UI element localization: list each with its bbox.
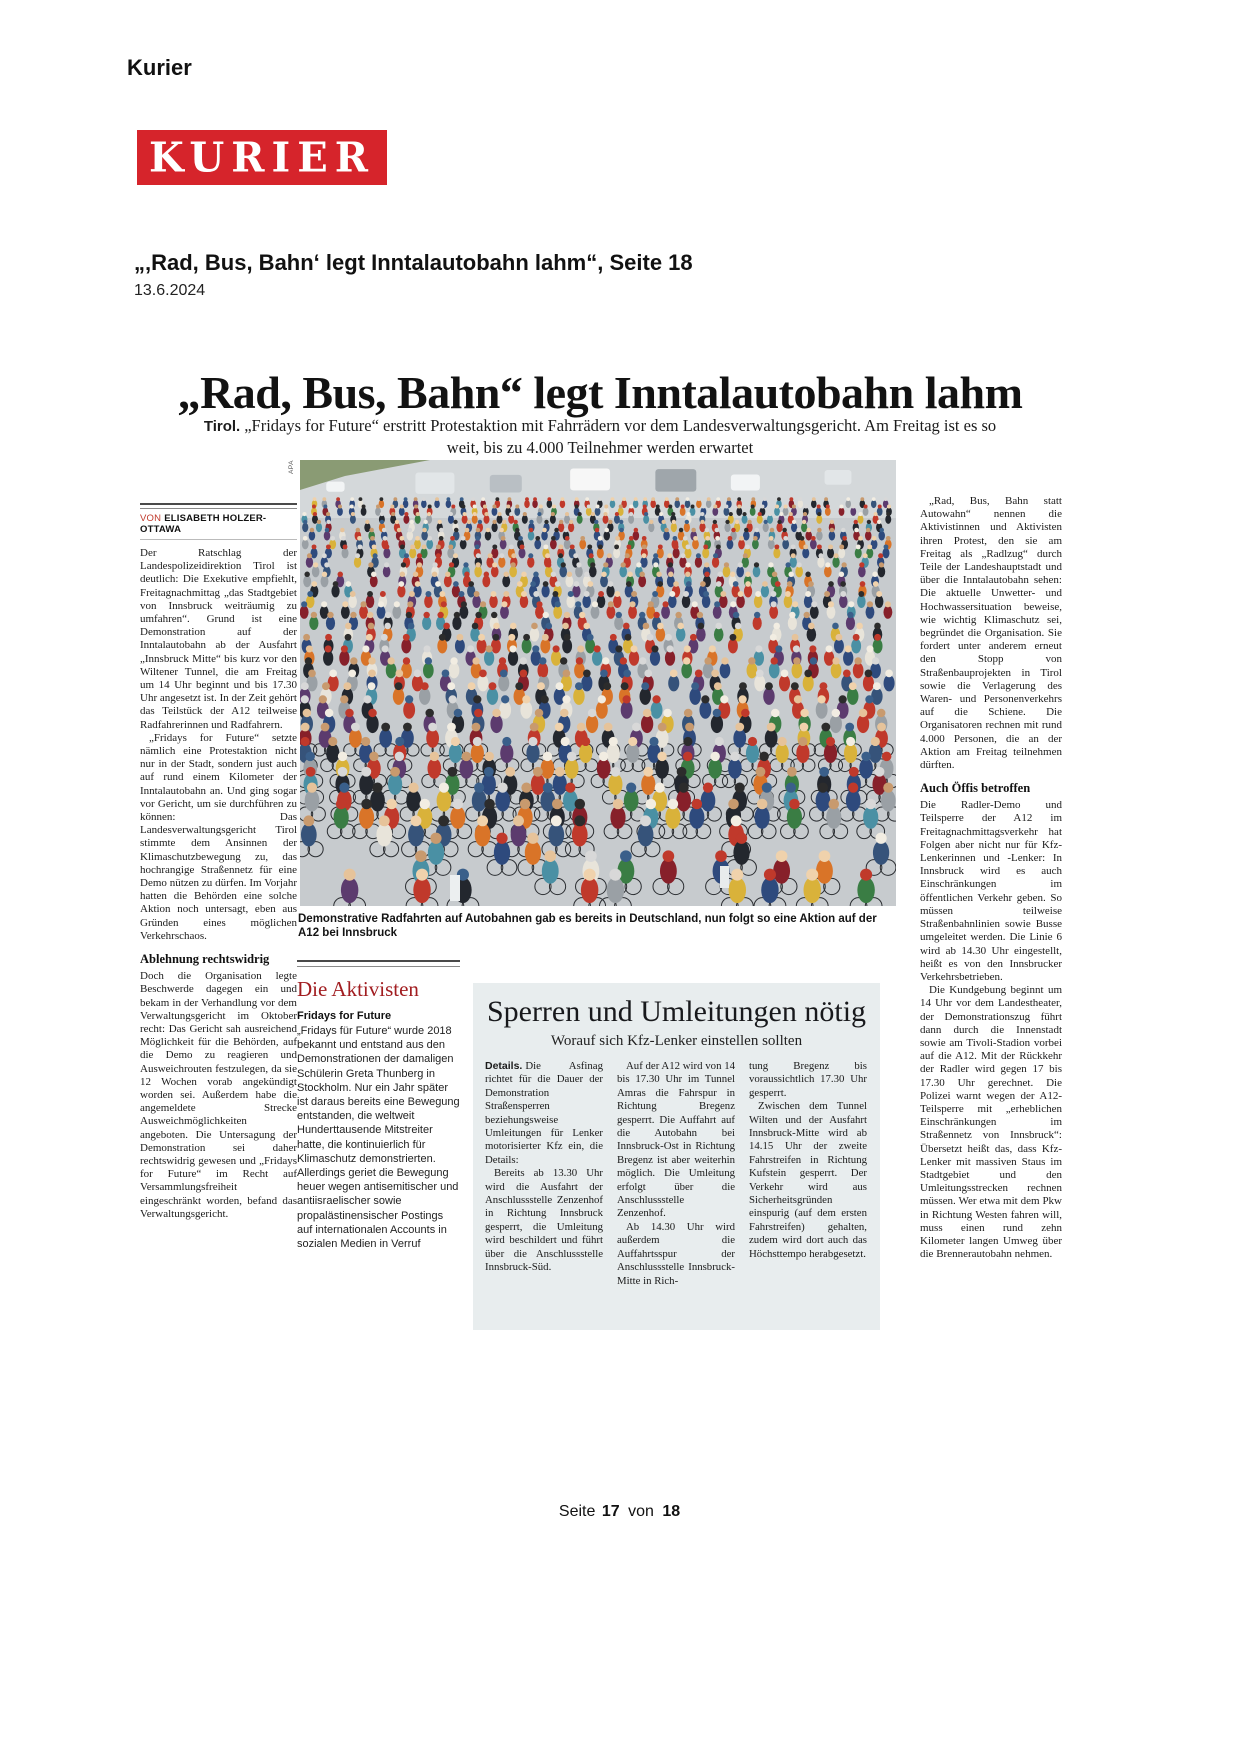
sperren-paragraph: Details. Die Asfinag richtet für die Dauer der Demonstration Straßensperren beziehungsweise Umleitungen für Lenker motorisierter Kfz ein, die Details:: [485, 1060, 603, 1166]
aktivisten-rule: [297, 960, 460, 967]
sperren-paragraph: tung Bregenz bis voraussichtlich 17.30 Uhr gesperrt.: [749, 1060, 867, 1099]
source-label: Kurier: [127, 55, 192, 80]
article-headline: „Rad, Bus, Bahn“ legt Inntalautobahn lahm: [177, 366, 1023, 418]
photo-credit: APA: [288, 460, 295, 475]
sperren-paragraph: Bereits ab 13.30 Uhr wird die Ausfahrt der Anschlussstelle Zenzenhof in Richtung Innsbruck gesperrt, die Umleitung wird beschildert und führt über die Anschlussstelle Innsbruck-Süd.: [485, 1167, 603, 1274]
right-column: [920, 495, 1062, 1261]
byline: [140, 513, 297, 540]
publisher-logo-text: KURIER: [149, 133, 375, 182]
article-photo: [300, 460, 896, 906]
aktivisten-body: „Fridays für Future“ wurde 2018 bekannt und entstand aus den Demonstrationen der damaligen Schülerin Greta Thunberg in Stockholm. Nur ein Jahr später ist daraus bereits eine Bewegung entstanden, die weltweit Hunderttausende Mitstreiter hatte, die kontinuierlich für Klimaschutz demonstrierten. Allerdings geriet die Bewegung heuer wegen antisemitischer und antiisraelischer sowie propalästinensischer Postings auf internationalen Accounts in sozialen Medien in Verruf: [297, 1025, 460, 1251]
sperren-paragraph: Zwischen dem Tunnel Wilten und der Ausfahrt Innsbruck-Mitte wird ab 14.15 Uhr der zweite Fahrstreifen in Richtung Kufstein gesperrt. Der Verkehr wird aus Sicherheitsgründen einspurig (auf dem ersten Fahrstreifen) gehalten, zudem wird dort auch das Höchsttempo herabgesetzt.: [749, 1100, 867, 1260]
sperren-paragraph: Auf der A12 wird von 14 bis 17.30 Uhr im Tunnel Amras die Fahrspur in Richtung Bregenz gesperrt. Die Auffahrt auf die Autobahn bei Innsbruck-Ost in Richtung Bregenz ist aber weiterhin möglich. Die Umleitung erfolgt über die Anschlussstelle Zenzenhof.: [617, 1060, 735, 1220]
right-paragraph: Die Kundgebung beginnt um 14 Uhr vor dem Landestheater, der Demonstrationszug führt dann durch die Innenstadt sowie am Tivoli-Stadion vorbei auf die A12. Mit der Rückkehr der Radler wird gegen 17 bis 17.30 Uhr gerechnet. Die Polizei warnt wegen der A12-Teilsperre mit „erheblichen Einschränkungen im Straßennetz von Innsbruck“: Übersetzt heißt das, dass Kfz-Lenker mit massiven Staus im Stadtgebiet und den Umleitungsstrecken rechnen müssen. Wer etwa mit dem Pkw in Richtung Westen fahren will, muss einen rund zehn Kilometer langen Umweg über die Brennerautobahn nehmen.: [920, 984, 1062, 1261]
left-paragraph: Der Ratschlag der Landespolizeidirektion Tirol ist deutlich: Die Exekutive empfiehlt, Freitagnachmittag „das Stadtgebiet von Innsbruck weiträumig zu umfahren“. Grund ist eine Demonstration auf der Inntalautobahn ab der Ausfahrt „Innsbruck Mitte“ bis kurz vor den Wiltener Tunnel, die am Freitag um 14 Uhr beginnt und bis 17.30 Uhr angesetzt ist. In der Zeit gehört das Teilstück der A12 teilweise Radfahrerinnen und Radfahrern.: [140, 547, 297, 731]
publisher-logo: [137, 130, 387, 185]
page-footer: [0, 1503, 1241, 1521]
deck-text: „Fridays for Future“ erstritt Protestaktion mit Fahrrädern vor dem Landesverwaltungsgericht. Am Freitag ist es so weit, bis zu 4.000 Teilnehmer werden erwartet: [244, 415, 997, 457]
sperren-title: Sperren und Umleitungen nötig: [486, 995, 867, 1028]
deck-lead: Tirol.: [203, 417, 241, 435]
sperren-paragraph: Ab 14.30 Uhr wird außerdem die Auffahrtsspur der Anschlussstelle Innsbruck-Mitte in Rich-: [617, 1220, 735, 1287]
article-photo-svg: [300, 460, 896, 906]
article-deck: [190, 415, 1010, 460]
subhead-oeffis: Auch Öffis betroffen: [920, 781, 1031, 796]
sperren-column-2: [617, 1060, 735, 1288]
sperren-subtitle: Worauf sich Kfz-Lenker einstellen sollten: [550, 1033, 803, 1049]
byline-author: ELISABETH HOLZER-OTTAWA: [140, 513, 267, 535]
footer-separator: von: [628, 1503, 654, 1520]
sperren-column-3: [749, 1060, 867, 1288]
footer-current-page: 17: [601, 1503, 620, 1520]
sperren-column-1: [485, 1060, 603, 1288]
right-paragraph: „Rad, Bus, Bahn statt Autowahn“ nennen die Aktivistinnen und Aktivisten ihren Protest, den sie am Freitag als „Radlzug“ durch Teile der Landeshauptstadt und über die Inntalautobahn sehen: Die aktuelle Unwetter- und Hochwassersituation beweise, wie wichtig Klimaschutz sei, begründet die Organisation. Sie fordert unter anderem erneut den Stopp von Straßenbauprojekten in Tirol sowie die Verlagerung des Waren- und Personenverkehrs auf die Schiene. Die Organisatoren rechnen mit rund 4.000 Personen, die an der Aktion am Freitag teilnehmen dürften.: [920, 495, 1062, 772]
left-column: [140, 503, 297, 1221]
left-paragraph: „Fridays for Future“ setzte nämlich eine Protestaktion nicht nur in der Stadt, sondern just auch auf rund einem Kilometer der Inntalautobahn an. Und ging sogar vor Gericht, um sie durchführen zu können: Das Landesverwaltungsgericht Tirol stimmte dem Ansinnen der Klimaschutzbewegung zu, das hochrangige Straßennetz für eine Demo nützen zu dürfen. Im Vorjahr hatten die Behörden eine solche Aktion noch untersagt, eben aus Gründen eines möglichen Verkehrschaos.: [140, 731, 297, 942]
footer-total-pages: 18: [662, 1503, 681, 1520]
byline-prefix: VON: [140, 513, 162, 524]
sperren-box: [473, 983, 880, 1330]
right-paragraph: Die Radler-Demo und Teilsperre der A12 im Freitagnachmittagsverkehr hat Folgen aber nicht nur für Kfz-Lenkerinnen und -Lenker: In Innsbruck wird es auch Einschränkungen im öffentlichen Verkehr geben. So müssen teilweise Straßenbahnlinien sowie Busse umgeleitet werden. Die Linie 6 wird ab 14.30 Uhr eingestellt, heißt es von den Innsbrucker Verkehrsbetrieben.: [920, 799, 1062, 983]
left-paragraph: Doch die Organisation legte Beschwerde dagegen ein und bekam in der Verhandlung vor dem Verwaltungsgericht im Oktober recht: Das Gericht sah ausreichend Möglichkeit für die Behörden, auf die Demo zu reagieren und Ausweichrouten festzulegen, da sie 12 Wochen vorab angekündigt worden sei. Außerdem habe die angemeldete Strecke Ausweichmöglichkeiten angeboten. Die Untersagung der Demonstration sei daher rechtswidrig gewesen und „Fridays for Future“ im Recht auf Versammlungsfreiheit eingeschränkt worden, befand das Verwaltungsgericht.: [140, 970, 297, 1220]
sperren-details-lead: Details.: [485, 1060, 523, 1072]
footer-prefix: Seite: [558, 1503, 596, 1520]
review-headline: „‚Rad, Bus, Bahn‘ legt Inntalautobahn lahm“, Seite 18: [134, 250, 693, 275]
byline-rule: [140, 503, 297, 509]
photo-caption: Demonstrative Radfahrten auf Autobahnen gab es bereits in Deutschland, nun folgt so eine Aktion auf der A12 bei Innsbruck: [298, 913, 877, 940]
review-date: 13.6.2024: [134, 282, 206, 299]
subhead-ablehnung: Ablehnung rechtswidrig: [140, 952, 270, 967]
aktivisten-title: Die Aktivisten: [297, 977, 419, 1001]
aktivisten-box: [297, 960, 460, 1251]
aktivisten-lead: Fridays for Future: [297, 1010, 392, 1022]
